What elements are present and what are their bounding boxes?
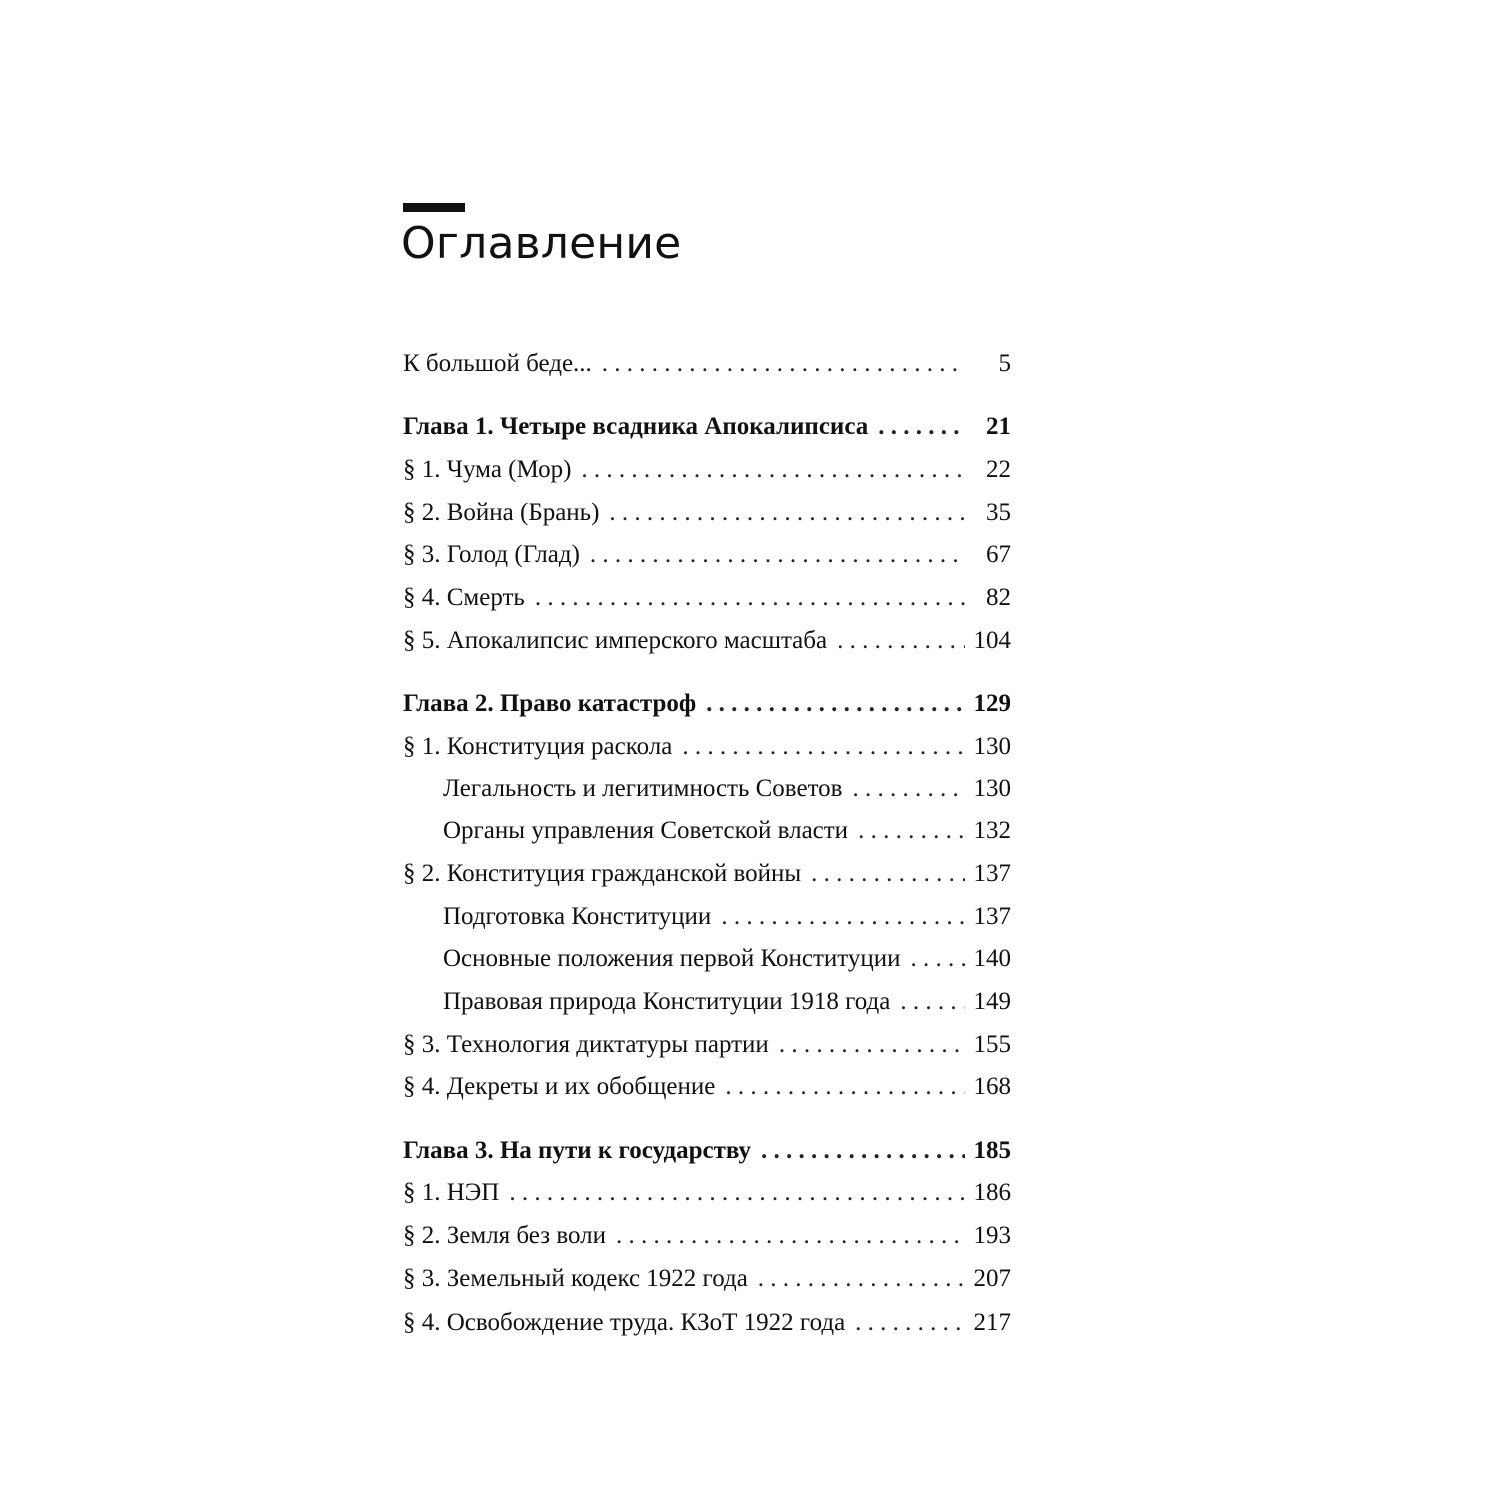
toc-page-number: 193: [973, 1222, 1011, 1249]
toc-page-number: 140: [973, 945, 1011, 972]
dot-leader: [878, 409, 965, 445]
toc-page-number: 217: [973, 1309, 1011, 1336]
toc-page-number: 149: [973, 988, 1011, 1015]
toc-page-number: 130: [973, 733, 1011, 760]
toc-entry-label: § 5. Апокалипсис имперского масштаба: [403, 627, 828, 654]
dot-leader: [616, 1218, 965, 1254]
toc-entry-label: Легальность и легитимность Советов: [443, 775, 843, 802]
toc-page-number: 132: [973, 817, 1011, 844]
toc-section: [403, 1261, 1011, 1297]
toc-entry-label: § 4. Декреты и их обобщение: [403, 1073, 716, 1100]
toc-entry-label: § 3. Технология диктатуры партии: [403, 1031, 769, 1058]
toc-page-number: 207: [973, 1265, 1011, 1292]
toc-entry-label: § 3. Голод (Глад): [403, 541, 580, 568]
toc-subsection: [443, 941, 1011, 977]
toc-entry-label: Глава 1. Четыре всадника Апокалипсиса: [403, 413, 869, 440]
toc-entry-label: § 1. Конституция раскола: [403, 733, 673, 760]
toc-entry-label: Подготовка Конституции: [443, 903, 712, 930]
toc-subsection: [443, 899, 1011, 935]
toc-section: [403, 452, 1011, 488]
dot-leader: [721, 899, 965, 935]
dot-leader: [779, 1027, 965, 1063]
table-of-contents: [403, 0, 1011, 1500]
toc-subsection: [443, 771, 1011, 807]
dot-leader: [761, 1133, 965, 1169]
toc-page-number: 129: [973, 690, 1011, 717]
toc-section: [403, 856, 1011, 892]
toc-page-number: 82: [986, 584, 1011, 611]
toc-entry-label: Правовая природа Конституции 1918 года: [443, 988, 891, 1015]
toc-entry-label: § 2. Конституция гражданской войны: [403, 860, 802, 887]
toc-page-number: 130: [973, 775, 1011, 802]
dot-leader: [706, 686, 965, 722]
toc-chapter-1: [403, 409, 1011, 445]
toc-entry-label: Глава 3. На пути к государству: [403, 1137, 752, 1164]
toc-entry-label: § 4. Смерть: [403, 584, 525, 611]
dot-leader: [725, 1069, 965, 1105]
dot-leader: [535, 580, 965, 616]
toc-page-number: 186: [973, 1179, 1011, 1206]
dot-leader: [811, 856, 965, 892]
toc-section: [403, 495, 1011, 531]
toc-entry-label: § 1. Чума (Мор): [403, 456, 572, 483]
toc-section: [403, 1218, 1011, 1254]
toc-entry-label: § 4. Освобождение труда. КЗоТ 1922 года: [403, 1309, 846, 1336]
toc-chapter-2: [403, 686, 1011, 722]
dot-leader: [855, 1305, 965, 1341]
toc-entry-label: К большой беде...: [403, 350, 592, 377]
toc-entry-label: § 1. НЭП: [403, 1179, 500, 1206]
toc-page-number: 21: [986, 413, 1011, 440]
dot-leader: [609, 495, 965, 531]
page-title: Оглавление: [401, 218, 682, 269]
toc-entry-label: Глава 2. Право катастроф: [403, 690, 697, 717]
toc-section: [403, 580, 1011, 616]
toc-entry-intro: [403, 346, 1011, 382]
toc-page-number: 137: [973, 860, 1011, 887]
toc-section: [403, 1069, 1011, 1105]
toc-page-number: 22: [986, 456, 1011, 483]
toc-page-number: 185: [973, 1137, 1011, 1164]
dot-leader: [682, 729, 965, 765]
toc-entry-label: § 3. Земельный кодекс 1922 года: [403, 1265, 748, 1292]
dot-leader: [509, 1175, 965, 1211]
dot-leader: [581, 452, 965, 488]
toc-entry-label: Основные положения первой Конституции: [443, 945, 901, 972]
toc-page-number: 168: [973, 1073, 1011, 1100]
dot-leader: [837, 623, 965, 659]
toc-page-number: 137: [973, 903, 1011, 930]
toc-entry-label: Органы управления Советской власти: [443, 817, 849, 844]
toc-entry-label: § 2. Земля без воли: [403, 1222, 606, 1249]
toc-entry-label: § 2. Война (Брань): [403, 499, 600, 526]
dot-leader: [602, 346, 965, 382]
toc-page-number: 35: [986, 499, 1011, 526]
toc-section: [403, 1175, 1011, 1211]
dot-leader: [590, 537, 965, 573]
toc-section: [403, 1305, 1011, 1341]
toc-chapter-3: [403, 1133, 1011, 1169]
toc-page-number: 155: [973, 1031, 1011, 1058]
dot-leader: [758, 1261, 965, 1297]
dot-leader: [910, 941, 965, 977]
toc-section: [403, 1027, 1011, 1063]
dot-leader: [858, 813, 965, 849]
toc-page-number: 104: [973, 627, 1011, 654]
toc-page-number: 67: [986, 541, 1011, 568]
toc-page-number: 5: [998, 350, 1011, 377]
toc-section: [403, 729, 1011, 765]
dot-leader: [852, 771, 965, 807]
dot-leader: [900, 984, 965, 1020]
toc-section: [403, 623, 1011, 659]
toc-section: [403, 537, 1011, 573]
toc-subsection: [443, 984, 1011, 1020]
toc-subsection: [443, 813, 1011, 849]
